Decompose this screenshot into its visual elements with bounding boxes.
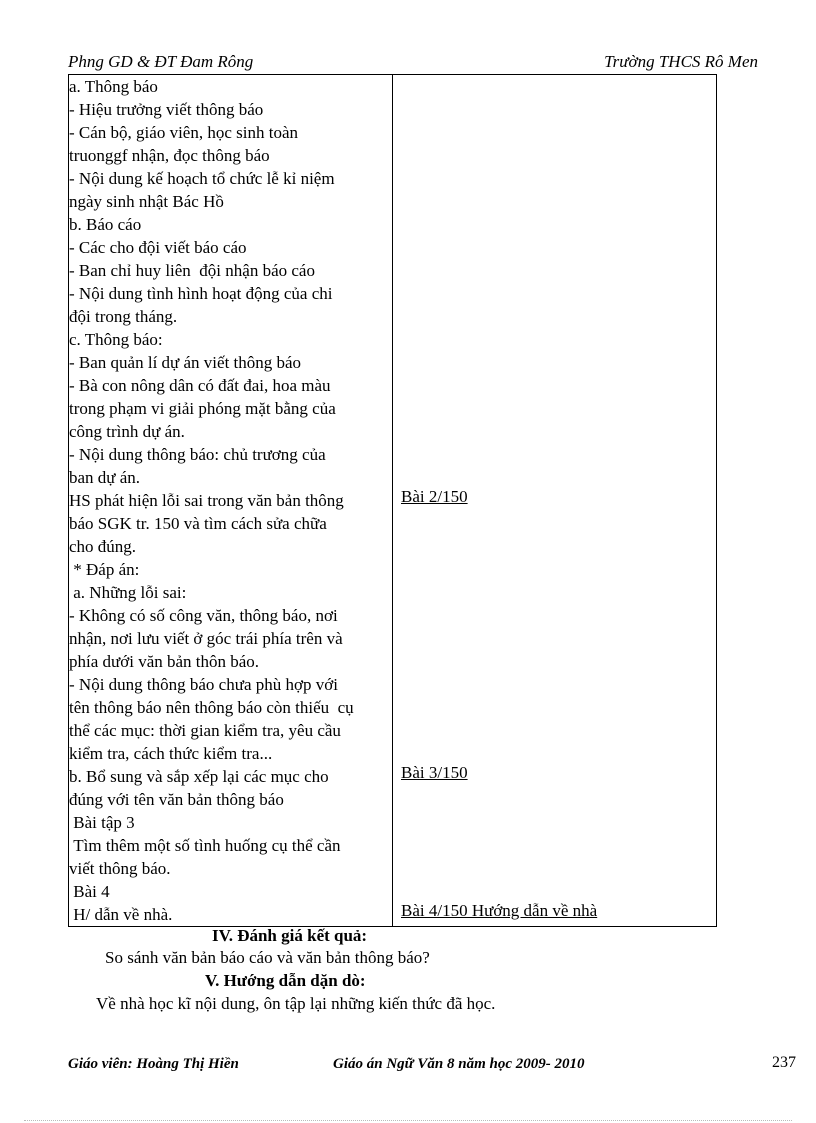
page-number: 237: [772, 1054, 796, 1071]
content-line: - Hiệu trưởng viết thông báo: [69, 100, 264, 119]
content-column: [69, 75, 393, 927]
content-line: viết thông báo.: [69, 859, 171, 878]
content-line: đúng với tên văn bản thông báo: [69, 790, 284, 809]
content-line: - Không có số công văn, thông báo, nơi: [69, 606, 338, 625]
section-v-text: Về nhà học kĩ nội dung, ôn tập lại những kiến thức đã học.: [96, 994, 496, 1013]
content-line: đội trong tháng.: [69, 307, 178, 326]
content-line: HS phát hiện lỗi sai trong văn bản thông: [69, 491, 344, 510]
content-line: H/ dẫn về nhà.: [69, 905, 173, 924]
content-line: công trình dự án.: [69, 422, 185, 441]
content-line: - Ban chỉ huy liên đội nhận báo cáo: [69, 261, 315, 280]
content-line: - Các cho đội viết báo cáo: [69, 238, 247, 257]
header-school-dept: Phng GD & ĐT Đam Rông: [68, 52, 254, 71]
content-line: kiểm tra, cách thức kiểm tra...: [69, 744, 273, 763]
content-line: ban dự án.: [69, 468, 141, 487]
content-line: cho đúng.: [69, 537, 137, 556]
section-iv-title: IV. Đánh giá kết quả:: [212, 926, 368, 945]
table-row: [69, 75, 717, 927]
content-line: Tìm thêm một số tình huống cụ thể cần: [69, 836, 341, 855]
content-line: - Cán bộ, giáo viên, học sinh toàn: [69, 123, 298, 142]
content-line: - Nội dung thông báo: chủ trương của: [69, 445, 326, 464]
content-line: a. Thông báo: [69, 77, 158, 96]
content-line: a. Những lỗi sai:: [69, 583, 187, 602]
content-line: báo SGK tr. 150 và tìm cách sửa chữa: [69, 514, 327, 533]
content-line: trong phạm vi giải phóng mặt bằng của: [69, 399, 336, 418]
page-divider: [24, 1120, 792, 1121]
content-line: - Nội dung thông báo chưa phù hợp với: [69, 675, 338, 694]
footer-lesson-plan: Giáo án Ngữ Văn 8 năm học 2009- 2010: [333, 1056, 585, 1072]
footer-teacher: Giáo viên: Hoàng Thị Hiền: [68, 1056, 239, 1072]
lesson-table: [68, 74, 717, 927]
content-line: ngày sinh nhật Bác Hồ: [69, 192, 224, 211]
section-v-title: V. Hướng dẫn dặn dò:: [205, 971, 366, 990]
content-line: tên thông báo nên thông báo còn thiếu cụ: [69, 698, 354, 717]
content-line: - Nội dung tình hình hoạt động của chi: [69, 284, 333, 303]
reference-column: [393, 75, 717, 927]
content-line: c. Thông báo:: [69, 330, 163, 349]
content-line: Bài 4: [69, 882, 110, 901]
content-line: thể các mục: thời gian kiểm tra, yêu cầu: [69, 721, 341, 740]
exercise-ref-2: Bài 2/150: [401, 487, 468, 506]
exercise-ref-4: Bài 4/150 Hướng dẫn về nhà: [401, 901, 598, 920]
content-line: * Đáp án:: [69, 560, 140, 579]
content-line: - Nội dung kế hoạch tổ chức lễ kỉ niệm: [69, 169, 335, 188]
content-line: Bài tập 3: [69, 813, 135, 832]
content-line: b. Bổ sung và sắp xếp lại các mục cho: [69, 767, 329, 786]
header-school-name: Trường THCS Rô Men: [604, 52, 758, 71]
section-iv-text: So sánh văn bản báo cáo và văn bản thông báo?: [105, 948, 430, 967]
content-line: - Ban quản lí dự án viết thông báo: [69, 353, 302, 372]
content-line: - Bà con nông dân có đất đai, hoa màu: [69, 376, 331, 395]
content-line: nhận, nơi lưu viết ở góc trái phía trên và: [69, 629, 343, 648]
exercise-ref-3: Bài 3/150: [401, 763, 468, 782]
content-line: phía dưới văn bản thôn báo.: [69, 652, 260, 671]
content-line: b. Báo cáo: [69, 215, 142, 234]
content-line: truonggf nhận, đọc thông báo: [69, 146, 270, 165]
